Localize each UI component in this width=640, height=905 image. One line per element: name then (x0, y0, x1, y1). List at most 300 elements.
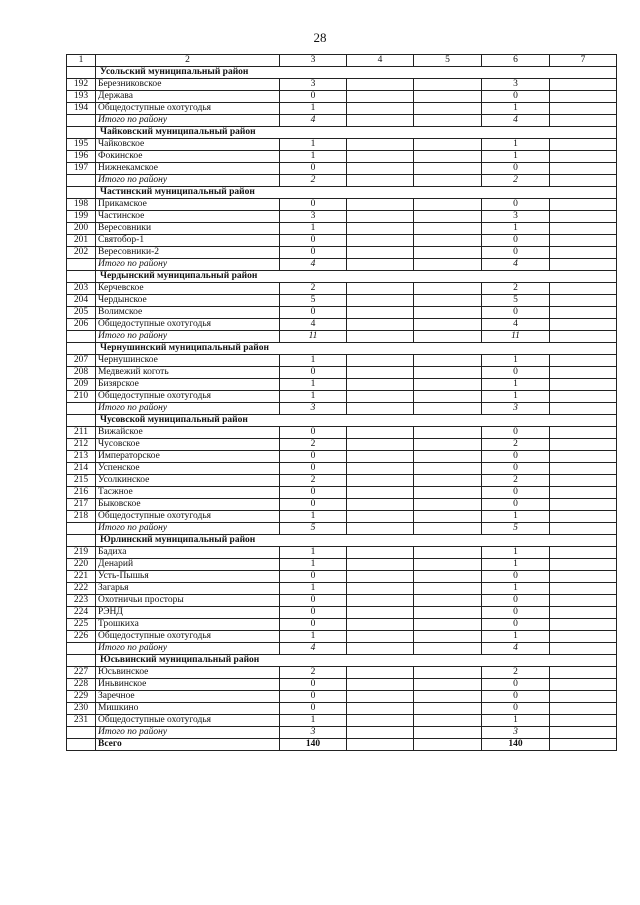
col3-value: 1 (280, 583, 347, 595)
col6-value: 0 (482, 595, 550, 607)
grand-total-row (67, 739, 617, 751)
hunting-ground-name: Частинское (96, 211, 280, 223)
col3-value: 1 (280, 391, 347, 403)
empty-cell (550, 151, 617, 163)
table-row (67, 151, 617, 163)
hunting-ground-name: Общедоступные охотугодья (96, 103, 280, 115)
hunting-ground-name: Чусовское (96, 439, 280, 451)
col3-value: 0 (280, 451, 347, 463)
empty-cell (414, 715, 482, 727)
empty-cell (67, 67, 96, 79)
empty-cell (550, 667, 617, 679)
empty-cell (347, 319, 414, 331)
col6-value: 0 (482, 451, 550, 463)
empty-cell (414, 523, 482, 535)
hunting-ground-name: Чердынское (96, 295, 280, 307)
district-title: Усольский муниципальный район (96, 67, 617, 79)
empty-cell (67, 187, 96, 199)
row-number: 216 (67, 487, 96, 499)
district-total-col6: 11 (482, 331, 550, 343)
district-total-col6: 4 (482, 259, 550, 271)
col3-value: 0 (280, 679, 347, 691)
empty-cell (550, 331, 617, 343)
row-number: 223 (67, 595, 96, 607)
col6-value: 0 (482, 571, 550, 583)
table-body (67, 55, 617, 751)
district-total-row (67, 523, 617, 535)
col3-value: 0 (280, 247, 347, 259)
table-row (67, 691, 617, 703)
col6-value: 1 (482, 379, 550, 391)
col3-value: 0 (280, 235, 347, 247)
empty-cell (347, 703, 414, 715)
hunting-ground-name: Медвежий коготь (96, 367, 280, 379)
empty-cell (414, 331, 482, 343)
hunting-ground-name: Мишкино (96, 703, 280, 715)
empty-cell (414, 439, 482, 451)
district-total-col3: 3 (280, 727, 347, 739)
empty-cell (414, 199, 482, 211)
empty-cell (414, 499, 482, 511)
empty-cell (414, 403, 482, 415)
empty-cell (414, 583, 482, 595)
col3-value: 2 (280, 475, 347, 487)
empty-cell (347, 511, 414, 523)
col3-value: 3 (280, 211, 347, 223)
empty-cell (67, 415, 96, 427)
row-number: 215 (67, 475, 96, 487)
row-number: 219 (67, 547, 96, 559)
empty-cell (67, 523, 96, 535)
col3-value: 0 (280, 691, 347, 703)
hunting-ground-name: Волимское (96, 307, 280, 319)
empty-cell (414, 211, 482, 223)
hunting-ground-name: Иньвинское (96, 679, 280, 691)
col3-value: 1 (280, 139, 347, 151)
table-row (67, 451, 617, 463)
col6-value: 2 (482, 439, 550, 451)
empty-cell (550, 739, 617, 751)
table-row (67, 631, 617, 643)
empty-cell (347, 211, 414, 223)
empty-cell (347, 679, 414, 691)
col6-value: 0 (482, 619, 550, 631)
empty-cell (550, 631, 617, 643)
empty-cell (550, 307, 617, 319)
row-number: 204 (67, 295, 96, 307)
empty-cell (347, 115, 414, 127)
district-header-row (67, 127, 617, 139)
hunting-ground-name: Охотничьи просторы (96, 595, 280, 607)
hunting-ground-name: Нижнекамское (96, 163, 280, 175)
empty-cell (414, 103, 482, 115)
table-row (67, 715, 617, 727)
district-title: Юсьвинский муниципальный район (96, 655, 617, 667)
empty-cell (67, 343, 96, 355)
empty-cell (347, 331, 414, 343)
empty-cell (414, 175, 482, 187)
empty-cell (550, 115, 617, 127)
empty-cell (550, 499, 617, 511)
empty-cell (414, 91, 482, 103)
table-row (67, 391, 617, 403)
row-number: 228 (67, 679, 96, 691)
empty-cell (67, 655, 96, 667)
row-number: 211 (67, 427, 96, 439)
column-header: 2 (96, 55, 280, 67)
col6-value: 1 (482, 559, 550, 571)
district-title: Частинский муниципальный район (96, 187, 617, 199)
empty-cell (550, 235, 617, 247)
empty-cell (414, 427, 482, 439)
empty-cell (550, 79, 617, 91)
row-number: 210 (67, 391, 96, 403)
district-header-row (67, 343, 617, 355)
empty-cell (414, 355, 482, 367)
table-row (67, 163, 617, 175)
empty-cell (550, 583, 617, 595)
district-total-col3: 11 (280, 331, 347, 343)
col3-value: 2 (280, 439, 347, 451)
empty-cell (414, 607, 482, 619)
district-title: Чусовской муниципальный район (96, 415, 617, 427)
hunting-ground-name: Денарий (96, 559, 280, 571)
empty-cell (347, 643, 414, 655)
empty-cell (550, 163, 617, 175)
table-row (67, 295, 617, 307)
table-row (67, 283, 617, 295)
empty-cell (347, 247, 414, 259)
row-number: 218 (67, 511, 96, 523)
row-number: 212 (67, 439, 96, 451)
col6-value: 2 (482, 283, 550, 295)
col3-value: 1 (280, 379, 347, 391)
column-header: 3 (280, 55, 347, 67)
hunting-ground-name: Усолкинское (96, 475, 280, 487)
district-total-label: Итого по району (96, 175, 280, 187)
row-number: 196 (67, 151, 96, 163)
empty-cell (347, 259, 414, 271)
empty-cell (550, 103, 617, 115)
empty-cell (67, 259, 96, 271)
empty-cell (550, 439, 617, 451)
table-row (67, 235, 617, 247)
row-number: 220 (67, 559, 96, 571)
empty-cell (550, 511, 617, 523)
empty-cell (550, 199, 617, 211)
col6-value: 2 (482, 667, 550, 679)
empty-cell (67, 271, 96, 283)
column-header-row (67, 55, 617, 67)
row-number: 194 (67, 103, 96, 115)
table-row (67, 571, 617, 583)
col3-value: 0 (280, 427, 347, 439)
empty-cell (414, 547, 482, 559)
district-total-col3: 3 (280, 403, 347, 415)
row-number: 214 (67, 463, 96, 475)
empty-cell (414, 559, 482, 571)
district-title: Юрлинский муниципальный район (96, 535, 617, 547)
table-row (67, 463, 617, 475)
empty-cell (67, 535, 96, 547)
empty-cell (550, 571, 617, 583)
empty-cell (550, 223, 617, 235)
empty-cell (347, 499, 414, 511)
hunting-grounds-table (66, 54, 617, 751)
column-header: 5 (414, 55, 482, 67)
col3-value: 2 (280, 667, 347, 679)
table-row (67, 583, 617, 595)
hunting-ground-name: Императорское (96, 451, 280, 463)
empty-cell (414, 727, 482, 739)
hunting-ground-name: РЭНД (96, 607, 280, 619)
row-number: 195 (67, 139, 96, 151)
col6-value: 1 (482, 547, 550, 559)
district-total-col3: 4 (280, 643, 347, 655)
col6-value: 1 (482, 511, 550, 523)
empty-cell (347, 607, 414, 619)
col3-value: 1 (280, 559, 347, 571)
empty-cell (550, 319, 617, 331)
empty-cell (550, 643, 617, 655)
col3-value: 0 (280, 91, 347, 103)
col6-value: 1 (482, 151, 550, 163)
empty-cell (414, 487, 482, 499)
col3-value: 1 (280, 223, 347, 235)
col3-value: 1 (280, 355, 347, 367)
district-header-row (67, 187, 617, 199)
empty-cell (347, 571, 414, 583)
row-number: 225 (67, 619, 96, 631)
empty-cell (347, 199, 414, 211)
row-number: 208 (67, 367, 96, 379)
empty-cell (347, 367, 414, 379)
hunting-ground-name: Вересовники-2 (96, 247, 280, 259)
empty-cell (550, 619, 617, 631)
empty-cell (347, 547, 414, 559)
empty-cell (414, 451, 482, 463)
empty-cell (347, 235, 414, 247)
hunting-ground-name: Общедоступные охотугодья (96, 391, 280, 403)
col6-value: 0 (482, 91, 550, 103)
col6-value: 1 (482, 715, 550, 727)
district-total-row (67, 331, 617, 343)
empty-cell (347, 175, 414, 187)
col3-value: 2 (280, 283, 347, 295)
district-header-row (67, 271, 617, 283)
empty-cell (550, 247, 617, 259)
col6-value: 0 (482, 463, 550, 475)
table-row (67, 439, 617, 451)
empty-cell (347, 631, 414, 643)
table-row (67, 223, 617, 235)
col6-value: 1 (482, 631, 550, 643)
empty-cell (550, 451, 617, 463)
table-row (67, 511, 617, 523)
col3-value: 1 (280, 151, 347, 163)
empty-cell (347, 223, 414, 235)
col6-value: 0 (482, 691, 550, 703)
empty-cell (414, 79, 482, 91)
col3-value: 1 (280, 715, 347, 727)
table-row (67, 199, 617, 211)
col6-value: 0 (482, 247, 550, 259)
col6-value: 1 (482, 103, 550, 115)
table-row (67, 427, 617, 439)
table-row (67, 103, 617, 115)
table-row (67, 487, 617, 499)
empty-cell (347, 667, 414, 679)
empty-cell (414, 151, 482, 163)
empty-cell (347, 451, 414, 463)
hunting-ground-name: Чернушинское (96, 355, 280, 367)
empty-cell (414, 463, 482, 475)
col6-value: 5 (482, 295, 550, 307)
empty-cell (414, 667, 482, 679)
district-total-row (67, 403, 617, 415)
district-title: Чайковский муниципальный район (96, 127, 617, 139)
empty-cell (414, 115, 482, 127)
col3-value: 0 (280, 367, 347, 379)
empty-cell (414, 739, 482, 751)
col3-value: 5 (280, 295, 347, 307)
empty-cell (347, 307, 414, 319)
row-number: 207 (67, 355, 96, 367)
district-total-label: Итого по району (96, 403, 280, 415)
col3-value: 1 (280, 547, 347, 559)
row-number: 206 (67, 319, 96, 331)
hunting-ground-name: Тасжное (96, 487, 280, 499)
empty-cell (414, 619, 482, 631)
empty-cell (67, 115, 96, 127)
empty-cell (347, 727, 414, 739)
empty-cell (347, 355, 414, 367)
row-number: 227 (67, 667, 96, 679)
col6-value: 0 (482, 703, 550, 715)
column-header: 1 (67, 55, 96, 67)
district-total-label: Итого по району (96, 259, 280, 271)
empty-cell (347, 103, 414, 115)
district-header-row (67, 415, 617, 427)
col3-value: 0 (280, 571, 347, 583)
district-header-row (67, 655, 617, 667)
col6-value: 0 (482, 199, 550, 211)
district-total-label: Итого по району (96, 523, 280, 535)
empty-cell (414, 223, 482, 235)
empty-cell (550, 175, 617, 187)
table-row (67, 247, 617, 259)
row-number: 202 (67, 247, 96, 259)
empty-cell (550, 367, 617, 379)
row-number: 192 (67, 79, 96, 91)
col3-value: 0 (280, 703, 347, 715)
grand-total-col3: 140 (280, 739, 347, 751)
grand-total-col6: 140 (482, 739, 550, 751)
district-total-row (67, 175, 617, 187)
empty-cell (347, 739, 414, 751)
col3-value: 0 (280, 307, 347, 319)
empty-cell (550, 727, 617, 739)
row-number: 201 (67, 235, 96, 247)
hunting-ground-name: Юсьвинское (96, 667, 280, 679)
col6-value: 0 (482, 163, 550, 175)
column-header: 7 (550, 55, 617, 67)
empty-cell (550, 403, 617, 415)
hunting-ground-name: Заречное (96, 691, 280, 703)
row-number: 224 (67, 607, 96, 619)
hunting-ground-name: Бадиха (96, 547, 280, 559)
district-header-row (67, 67, 617, 79)
row-number: 199 (67, 211, 96, 223)
row-number: 213 (67, 451, 96, 463)
row-number: 221 (67, 571, 96, 583)
empty-cell (550, 295, 617, 307)
district-total-label: Итого по району (96, 115, 280, 127)
col3-value: 3 (280, 79, 347, 91)
empty-cell (347, 715, 414, 727)
column-header: 4 (347, 55, 414, 67)
empty-cell (550, 703, 617, 715)
empty-cell (414, 235, 482, 247)
row-number: 229 (67, 691, 96, 703)
empty-cell (347, 487, 414, 499)
table-row (67, 703, 617, 715)
district-total-col3: 5 (280, 523, 347, 535)
table-row (67, 619, 617, 631)
row-number: 217 (67, 499, 96, 511)
hunting-ground-name: Бизярское (96, 379, 280, 391)
column-header: 6 (482, 55, 550, 67)
district-total-row (67, 115, 617, 127)
empty-cell (414, 163, 482, 175)
empty-cell (550, 283, 617, 295)
empty-cell (347, 523, 414, 535)
empty-cell (550, 595, 617, 607)
empty-cell (67, 727, 96, 739)
empty-cell (414, 475, 482, 487)
empty-cell (550, 91, 617, 103)
empty-cell (347, 439, 414, 451)
row-number: 198 (67, 199, 96, 211)
col3-value: 4 (280, 319, 347, 331)
empty-cell (67, 403, 96, 415)
hunting-ground-name: Быковское (96, 499, 280, 511)
empty-cell (550, 211, 617, 223)
table-row (67, 547, 617, 559)
empty-cell (414, 367, 482, 379)
row-number: 231 (67, 715, 96, 727)
hunting-ground-name: Фокинское (96, 151, 280, 163)
table-row (67, 367, 617, 379)
col3-value: 0 (280, 499, 347, 511)
district-total-row (67, 259, 617, 271)
table-row (67, 79, 617, 91)
table-row (67, 607, 617, 619)
col6-value: 1 (482, 223, 550, 235)
empty-cell (67, 739, 96, 751)
col3-value: 0 (280, 595, 347, 607)
col3-value: 0 (280, 199, 347, 211)
district-total-col3: 4 (280, 259, 347, 271)
empty-cell (347, 463, 414, 475)
col3-value: 1 (280, 631, 347, 643)
district-total-col6: 4 (482, 115, 550, 127)
table-row (67, 139, 617, 151)
row-number: 226 (67, 631, 96, 643)
col6-value: 1 (482, 391, 550, 403)
row-number: 222 (67, 583, 96, 595)
table-row (67, 499, 617, 511)
